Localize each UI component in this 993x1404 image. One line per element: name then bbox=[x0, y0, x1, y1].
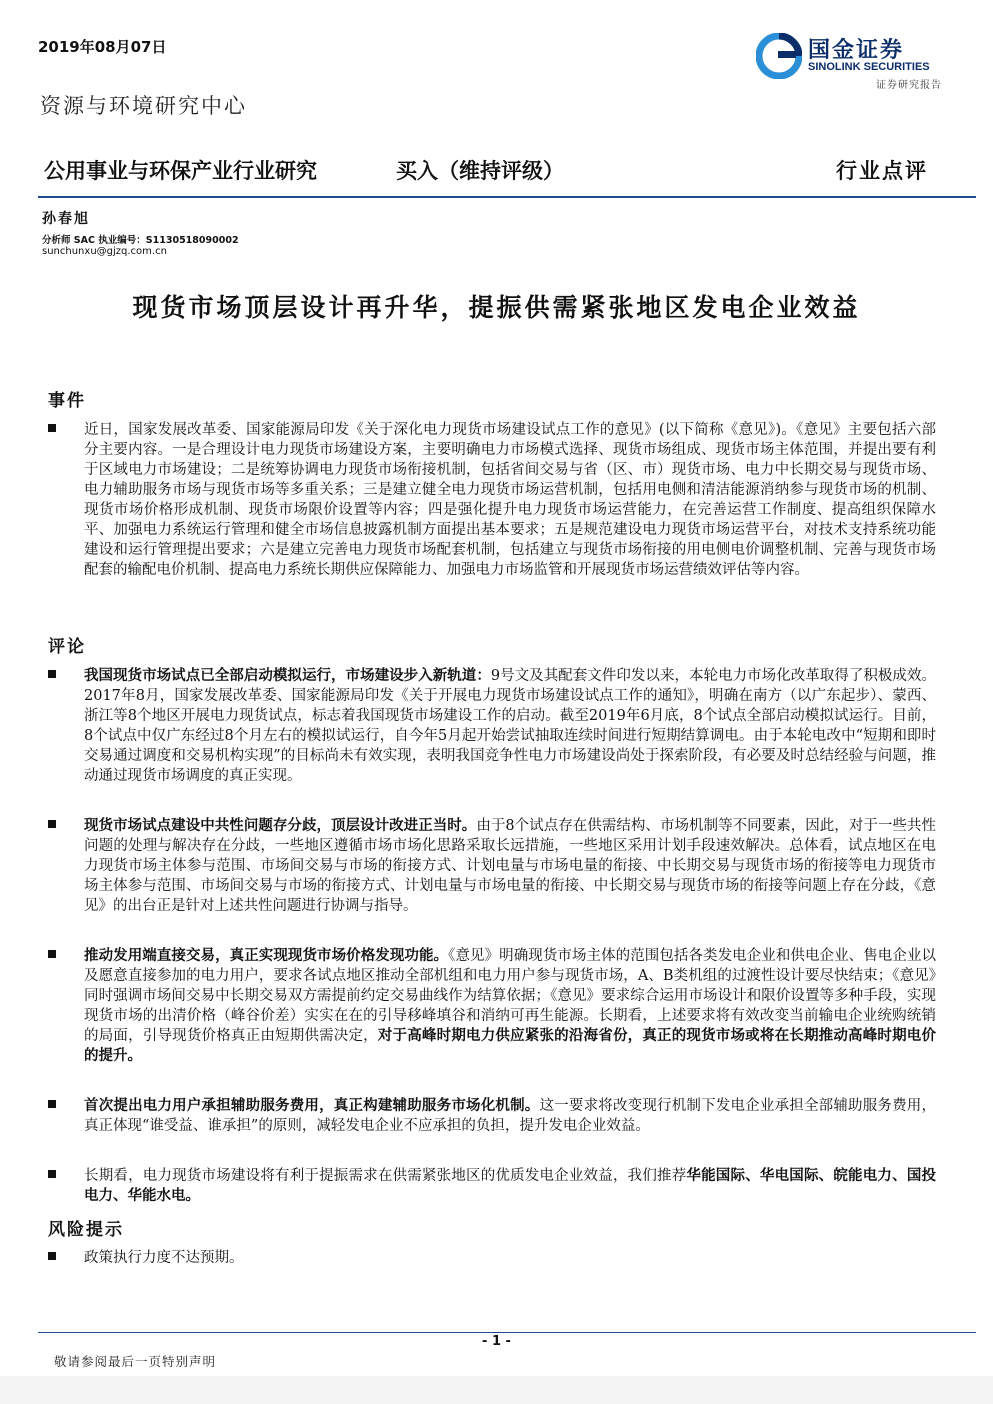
comment-item-1 bbox=[48, 666, 936, 786]
bullet-icon bbox=[48, 670, 56, 678]
page-number: - 1 - bbox=[482, 1334, 511, 1349]
company-logo bbox=[756, 31, 946, 93]
bullet-icon bbox=[48, 1170, 56, 1178]
comment-1-lead: 我国现货市场试点已全部启动模拟运行，市场建设步入新轨道： bbox=[84, 667, 491, 684]
comment-item-3 bbox=[48, 946, 936, 1066]
bullet-icon bbox=[48, 950, 56, 958]
comment-3-tail: 对于高峰时期电力供应紧张的沿海省份，真正的现货市场或将在长期推动高峰时期电价的提升。 bbox=[84, 1027, 936, 1064]
footer-divider bbox=[38, 1332, 976, 1333]
section-heading-comment: 评论 bbox=[48, 637, 86, 657]
industry-heading: 公用事业与环保产业行业研究 bbox=[44, 159, 317, 183]
logo-subtitle: 证券研究报告 bbox=[876, 80, 942, 91]
comment-5-text: 长期看，电力现货市场建设将有利于提振需求在供需紧张地区的优质发电企业效益，我们推荐 bbox=[84, 1168, 687, 1184]
bullet-icon bbox=[48, 820, 56, 828]
logo-mark-icon bbox=[756, 33, 802, 79]
comment-item-4 bbox=[48, 1096, 936, 1136]
author-name: 孙春旭 bbox=[42, 211, 90, 227]
comment-5-recommendations: 华能国际、华电国际、皖能电力、国投电力、华能水电。 bbox=[84, 1167, 937, 1204]
section-heading-event: 事件 bbox=[48, 391, 86, 411]
comment-item-2 bbox=[48, 816, 936, 916]
logo-cn-text: 国金证券 bbox=[808, 38, 905, 63]
footer-disclaimer: 敬请参阅最后一页特别声明 bbox=[54, 1354, 217, 1369]
author-license: 分析师 SAC 执业编号：S1130518090002 bbox=[42, 235, 239, 246]
risk-text: 政策执行力度不达预期。 bbox=[84, 1250, 244, 1266]
bullet-icon bbox=[48, 424, 56, 432]
report-date: 2019年08月07日 bbox=[38, 38, 167, 56]
bullet-icon bbox=[48, 1252, 56, 1260]
comment-4-lead: 首次提出电力用户承担辅助服务费用，真正构建辅助服务市场化机制。 bbox=[84, 1097, 540, 1114]
comment-2-text: 由于8个试点存在供需结构、市场机制等不同要素，因此，对于一些共性问题的处理与解决存在分歧，一些地区遵循市场市场化思路采取长远措施，一些地区采用计划手段速效解决。总体看，试点地区在电力现货市场主体参与范围、市场间交易与市场的衔接方式、计划电量与市场电量的衔接、中长期交易与现货市场的衔接等电力现货市场主体参与范围、市场间交易与市场的衔接方式、计划电量与市场电量的衔接、中长期交易与现货市场的衔接等问题上存在分歧，《意见》的出台正是针对上述共性问题进行协调与指导。 bbox=[84, 818, 936, 914]
comment-2-lead: 现货市场试点建设中共性问题存分歧，顶层设计改进正当时。 bbox=[84, 817, 477, 834]
footer-band bbox=[0, 1376, 993, 1404]
comment-1-text: 9号文及其配套文件印发以来，本轮电力市场化改革取得了积极成效。2017年8月，国家发展改革委、国家能源局印发《关于开展电力现货市场建设试点工作的通知》，明确在南方（以广东起步）、蒙西、浙江等8个地区开展电力现货试点，标志着我国现货市场建设工作的启动。截至2019年6月底，8个试点全部启动模拟试运行。目前，8个试点中仅广东经过8个月左右的模拟试运行，自今年5月起开始尝试抽取连续时间进行短期结算调电。由于本轮电改中“短期和即时交易通过调度和交易机构实现”的目标尚未有效实现，表明我国竞争性电力市场建设尚处于探索阶段，有必要及时总结经验与问题，推动通过现货市场调度的真正实现。 bbox=[84, 668, 936, 784]
comment-3-lead: 推动发用端直接交易，真正实现现货市场价格发现功能。 bbox=[84, 947, 449, 964]
research-center: 资源与环境研究中心 bbox=[40, 94, 247, 118]
comment-item-5 bbox=[48, 1166, 936, 1206]
event-item bbox=[48, 420, 936, 580]
rating-badge: 买入（维持评级） bbox=[396, 159, 564, 183]
comment-3-text: 《意见》明确现货市场主体的范围包括各类发电企业和供电企业、售电企业以及愿意直接参加的电力用户，要求各试点地区推动全部机组和电力用户参与现货市场，A、B类机组的过渡性设计要尽快结束；《意见》同时强调市场间交易中长期交易双方需提前约定交易曲线作为结算依据；《意见》要求综合运用市场设计和限价设置等多种手段，实现现货市场的出清价格（峰谷价差）实实在在的引导移峰填谷和消纳可再生能源。长期看，上述要求将有效改变当前输电企业统购统销的局面，引导现货价格真正由短期供需决定， bbox=[84, 948, 937, 1044]
event-text: 近日，国家发展改革委、国家能源局印发《关于深化电力现货市场建设试点工作的意见》(以下简称《意见》)。《意见》主要包括六部分主要内容。一是合理设计电力现货市场建设方案，主要明确电力市场模式选择、现货市场组成、现货市场主体范围，并提出要有利于区域电力市场建设；二是统筹协调电力现货市场衔接机制，包括省间交易与省（区、市）现货市场、电力中长期交易与现货市场、电力辅助服务市场与现货市场等多重关系；三是建立健全电力现货市场运营机制，包括用电侧和清洁能源消纳参与现货市场的机制、现货市场价格形成机制、现货市场限价设置等内容；四是强化提升电力现货市场运营能力，在完善运营工作制度、提高组织保障水平、加强电力系统运行管理和健全市场信息披露机制方面提出基本要求；五是规范建设电力现货市场运营平台，对技术支持系统功能建设和运行管理提出要求；六是建立完善电力现货市场配套机制，包括建立与现货市场衔接的用电侧电价调整机制、完善与现货市场配套的输配电价机制、提高电力系统长期供应保障能力、加强电力市场监管和开展现货市场运营绩效评估等内容。 bbox=[84, 422, 936, 578]
risk-item bbox=[48, 1248, 936, 1268]
logo-en-text: SINOLINK SECURITIES bbox=[808, 61, 930, 73]
author-email[interactable]: sunchunxu@gjzq.com.cn bbox=[42, 246, 167, 257]
report-type: 行业点评 bbox=[836, 158, 928, 183]
comment-4-text: 这一要求将改变现行机制下发电企业承担全部辅助服务费用，真正体现“谁受益、谁承担”的原则，减轻发电企业不应承担的负担，提升发电企业效益。 bbox=[84, 1098, 936, 1134]
bullet-icon bbox=[48, 1100, 56, 1108]
section-heading-risk: 风险提示 bbox=[48, 1220, 124, 1240]
report-title: 现货市场顶层设计再升华，提振供需紧张地区发电企业效益 bbox=[132, 293, 861, 322]
header-divider bbox=[38, 196, 976, 198]
